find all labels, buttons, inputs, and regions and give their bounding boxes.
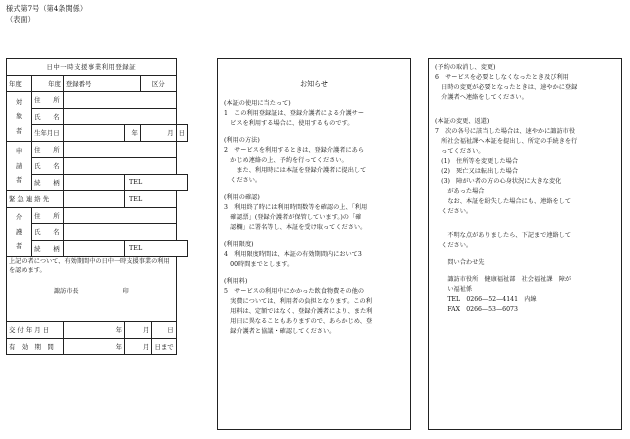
address-label: 住 所 (32, 92, 64, 109)
target-group-label: 対 象 者 (7, 92, 32, 142)
month-unit: 月 (140, 125, 176, 142)
text-line (224, 186, 404, 193)
text-line: (2) 死亡又は転出した場合 (435, 168, 519, 175)
text-line: (利用の方法) (224, 137, 260, 144)
text-line: 6 サービスを必要としなくなったとき及び利用 (435, 74, 569, 81)
applicant-tel-label: TEL (125, 174, 188, 191)
text-line: 2 サービスを利用するときは、登録介護者にあら (224, 147, 365, 154)
applicant-address-label: 住 所 (32, 141, 64, 158)
until-label: 日まで (152, 338, 176, 355)
text-line: 不明な点がありましたら、下記まで連絡して (435, 232, 572, 239)
text-line (224, 129, 404, 136)
applicant-relation-label: 続 柄 (32, 174, 64, 191)
reg-no-label: 登録番号 (63, 75, 140, 92)
year-unit: 年 (125, 125, 141, 142)
text-line: 用日に異なることもありますので、あらかじめ、登 (224, 318, 373, 325)
emergency-label: 緊 急 連 絡 先 (7, 191, 64, 208)
text-line: (予約の取消し、変更) (435, 64, 496, 71)
side-label: （表面） (6, 15, 35, 24)
text-line (435, 110, 615, 117)
text-line: ってください。 (435, 148, 485, 155)
text-line: 日時の変更が必要となったときは、速やかに登録 (435, 84, 578, 91)
caregiver-address-label: 住 所 (32, 207, 64, 224)
text-line (435, 103, 615, 110)
text-line: 5 サービスの利用中にかかった飲食物費その他の (224, 288, 365, 295)
caregiver-group-label: 介 護 者 (7, 207, 32, 257)
text-line: (利用料) (224, 278, 248, 285)
text-line (435, 251, 615, 258)
text-line (435, 224, 615, 231)
name-label: 氏 名 (32, 108, 64, 125)
text-line: 4 利用限度時間は、本証の有効期間内において3 (224, 251, 362, 258)
text-line: 所社会福祉課へ本証を提出し、所定の手続きを行 (435, 138, 578, 145)
text-line (435, 268, 615, 275)
text-line: い福祉係 (435, 286, 473, 293)
applicant-name-label: 氏 名 (32, 158, 64, 175)
notice-heading: お知らせ (300, 80, 328, 88)
text-line: があった場合 (435, 188, 485, 195)
birthdate-label: 生年月日 (32, 125, 64, 142)
text-line: 録介護者と協議・確認してください。 (224, 328, 336, 335)
approval-note: 上記の者について、有効期間中の日中一時支援事業の利用を認めます。 諏訪市長 印 (7, 257, 177, 322)
text-line: (利用限度) (224, 241, 254, 248)
text-line: (利用の確認) (224, 194, 260, 201)
text-line: 問い合わせ先 (435, 259, 485, 266)
text-line: ください。 (435, 242, 473, 249)
text-line: 00時間までとします。 (224, 261, 294, 268)
year-label: 年度 (7, 75, 32, 92)
text-line: FAX 0266—53—6073 (435, 306, 518, 313)
text-line: 用料は、定額ではなく、登録介護者により、また利 (224, 308, 373, 315)
applicant-group-label: 申 請 者 (7, 141, 32, 191)
text-line (224, 233, 404, 240)
text-line: 介護者へ連絡をしてください。 (435, 94, 528, 101)
caregiver-relation-label: 続 柄 (32, 240, 64, 257)
text-line: 実費については、利用者の負担となります。この利 (224, 298, 372, 305)
text-line: 確認票」(登録介護者が保管しています。)の「確 (224, 214, 362, 221)
seal-label: 印 (122, 288, 129, 295)
caregiver-name-label: 氏 名 (32, 224, 64, 241)
registration-card: 日中一時支援事業利用登録証 年度 年度 登録番号 区分 対 象 者 住 所 氏 名 生年月日 年 月 日 申 請 者 住 所 氏 名 続 柄 TEL 緊 急 連 絡 先 TEL 介 護 者 住 所 氏 名 続 柄 TEL 上記の者について、有効期間中の日中一時支援事業の利用を認めます。 諏訪市長 印 交 付 年 月 日 年 月 日 有 効 期 間 年 月 日まで (6, 58, 188, 355)
day-unit: 日 (176, 125, 187, 142)
card-title: 日中一時支援事業利用登録証 (7, 59, 177, 76)
text-line (224, 270, 404, 277)
text-line: 7 次の各号に該当した場合は、速やかに諏訪市役 (435, 128, 576, 135)
text-line: なお、本証を紛失した場合にも、連絡をして (435, 198, 572, 205)
caregiver-tel-label: TEL (125, 240, 188, 257)
text-line (435, 217, 615, 224)
year-suffix: 年度 (32, 75, 64, 92)
emergency-tel-label: TEL (125, 191, 177, 208)
text-line: ください。 (224, 177, 262, 184)
text-line: ビスを利用する場合に、使用するものです。 (224, 120, 354, 127)
text-line: (本証の使用に当たって) (224, 100, 291, 107)
text-line: 1 この利用登録証は、登録介護者による介護サー (224, 110, 365, 117)
text-line: かじめ連絡の上、予約を行ってください。 (224, 157, 348, 164)
text-line: ください。 (435, 208, 473, 215)
back-panel (428, 58, 622, 430)
notice-body (224, 99, 404, 337)
issue-date-label: 交 付 年 月 日 (7, 322, 64, 339)
valid-period-label: 有 効 期 間 (7, 338, 64, 355)
form-label: 様式第7号（第4条関係） (6, 4, 88, 13)
target-address-value (63, 92, 176, 109)
text-line: TEL 0266—52—4141 内線 (435, 296, 537, 303)
target-name-value (63, 108, 176, 125)
text-line: 3 利用終了時には利用時間数等を確認の上、「利用 (224, 204, 368, 211)
text-line: また、利用時には本証を登録介護者に提出して (224, 167, 367, 174)
text-line: 諏訪市役所 健康福祉部 社会福祉課 障が (435, 276, 572, 283)
text-line: 認欄」に署名等し、本証を受け取ってください。 (224, 224, 367, 231)
mayor-label: 諏訪市長 (53, 288, 79, 295)
text-line: (1) 住所等を変更した場合 (435, 158, 519, 165)
category-label: 区分 (140, 75, 176, 92)
text-line: (3) 障がい者の方の心身状況に大きな変化 (435, 178, 562, 185)
notice-panel (217, 58, 411, 430)
text-line: (本証の変更、返還) (435, 118, 490, 125)
back-body (435, 63, 615, 315)
